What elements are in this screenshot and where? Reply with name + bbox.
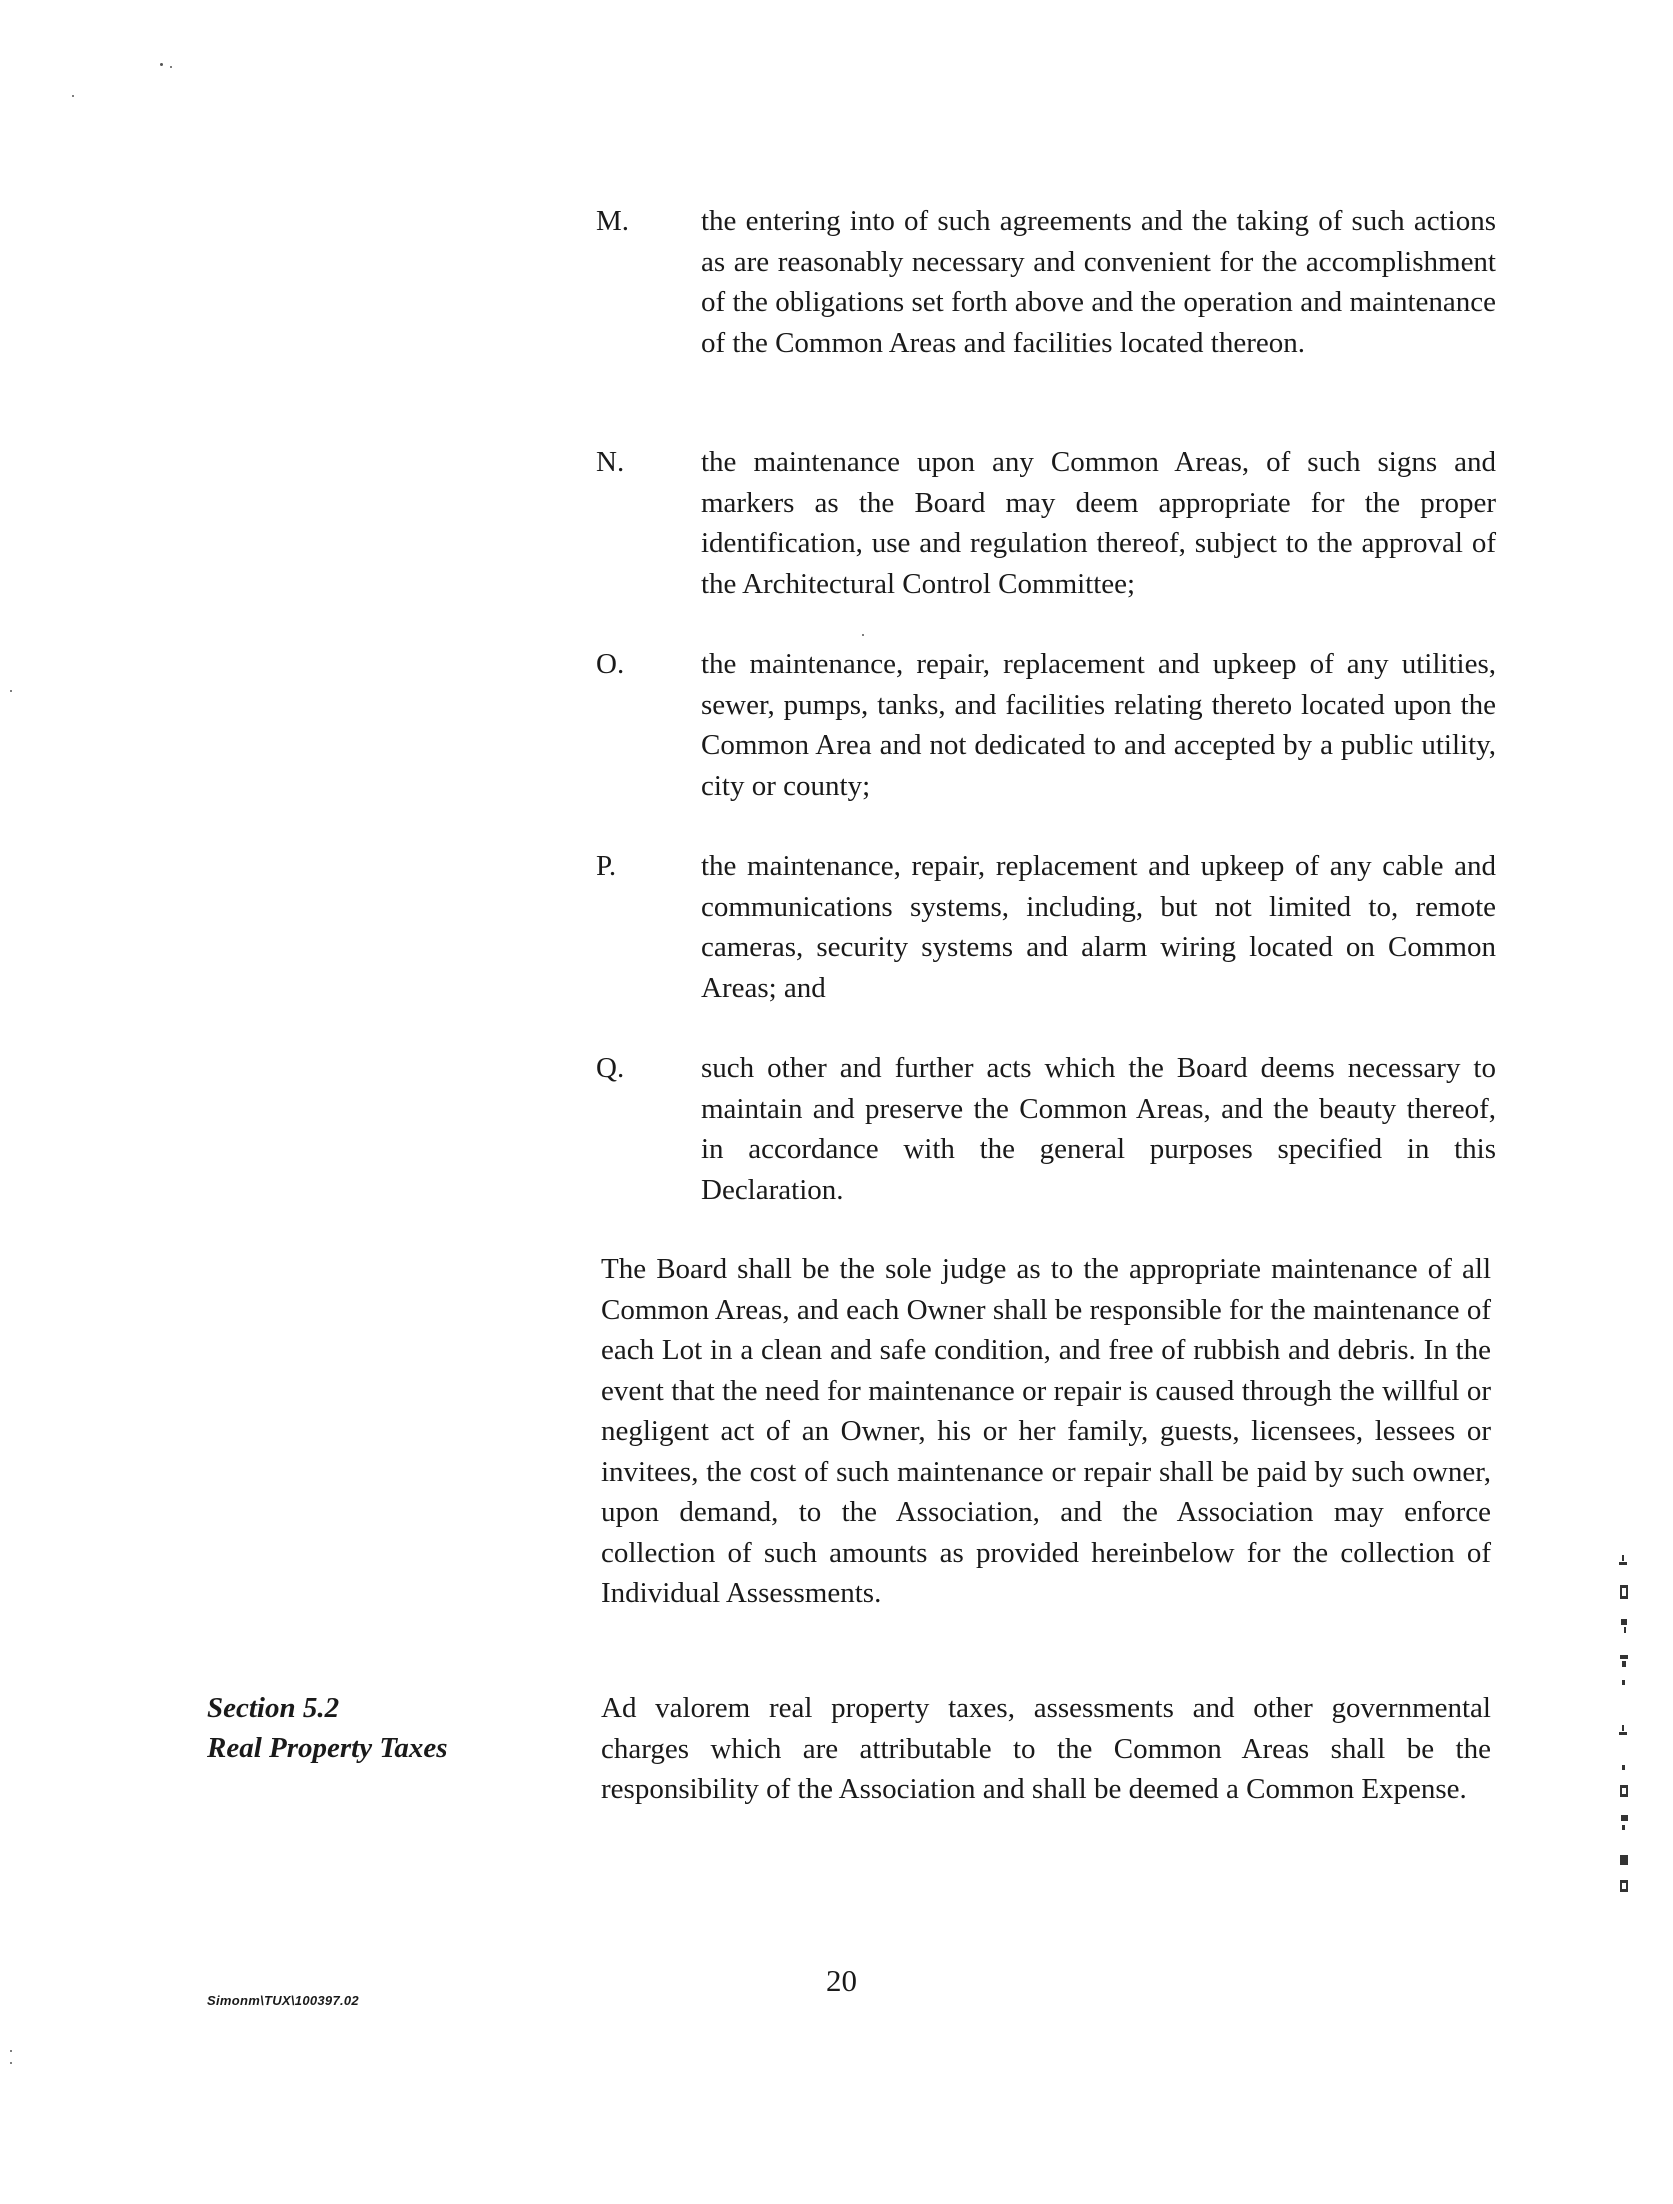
scan-speck <box>10 2062 12 2064</box>
scan-speck <box>160 63 163 66</box>
scan-speck <box>10 690 12 692</box>
item-text: the maintenance, repair, replacement and upkeep of any utilities, sewer, pumps, tanks, and facilities relating thereto located upon the Common Area and not dedicated to and accepted by a public utility, city or county; <box>701 648 1496 802</box>
item-letter: O. <box>596 648 625 680</box>
item-letter: N. <box>596 446 625 478</box>
document-id: Simonm\TUX\100397.02 <box>207 1993 359 2008</box>
board-paragraph: The Board shall be the sole judge as to the appropriate maintenance of all Common Areas, and each Owner shall be responsible for the maintenance of each Lot in a clean and safe condition, and free of rubbish and debris. In the event that the need for maintenance or repair is caused through the willful or negligent act of an Owner, his or her family, guests, licensees, lessees or invitees, the cost of such maintenance or repair shall be paid by such owner, upon demand, to the Association, and the Association may enforce collection of such amounts as provided hereinbelow for the collection of Individual Assessments. <box>601 1253 1491 1609</box>
item-letter: Q. <box>596 1052 625 1084</box>
scan-speck <box>170 66 172 68</box>
item-letter: P. <box>596 850 617 882</box>
section-text: Ad valorem real property taxes, assessments and other governmental charges which are attributable to the Common Areas shall be the responsibility of the Association and shall be deemed a Common Expense. <box>601 1692 1491 1805</box>
section-heading <box>207 1688 448 1768</box>
page-number: 20 <box>826 1963 857 1998</box>
section-title: Real Property Taxes <box>207 1732 448 1764</box>
item-text: the maintenance, repair, replacement and upkeep of any cable and communications systems, including, but not limited to, remote cameras, security systems and alarm wiring located on Common Areas; and <box>701 850 1496 1004</box>
item-text: the entering into of such agreements and the taking of such actions as are reasonably necessary and convenient for the accomplishment of the obligations set forth above and the operation and maintenance of the Common Areas and facilities located thereon. <box>701 205 1496 359</box>
item-letter: M. <box>596 205 630 237</box>
section-number: Section 5.2 <box>207 1692 340 1724</box>
scan-speck <box>862 634 864 636</box>
item-text: such other and further acts which the Board deems necessary to maintain and preserve the Common Areas, and the beauty thereof, in accordance with the general purposes specified in this Declaration. <box>701 1052 1496 1206</box>
item-text: the maintenance upon any Common Areas, of such signs and markers as the Board may deem appropriate for the proper identification, use and regulation thereof, subject to the approval of the Architectural Control Committee; <box>701 446 1496 600</box>
scan-speck <box>72 95 74 97</box>
scan-speck <box>10 2050 12 2052</box>
margin-stamp <box>1606 1555 1640 1900</box>
